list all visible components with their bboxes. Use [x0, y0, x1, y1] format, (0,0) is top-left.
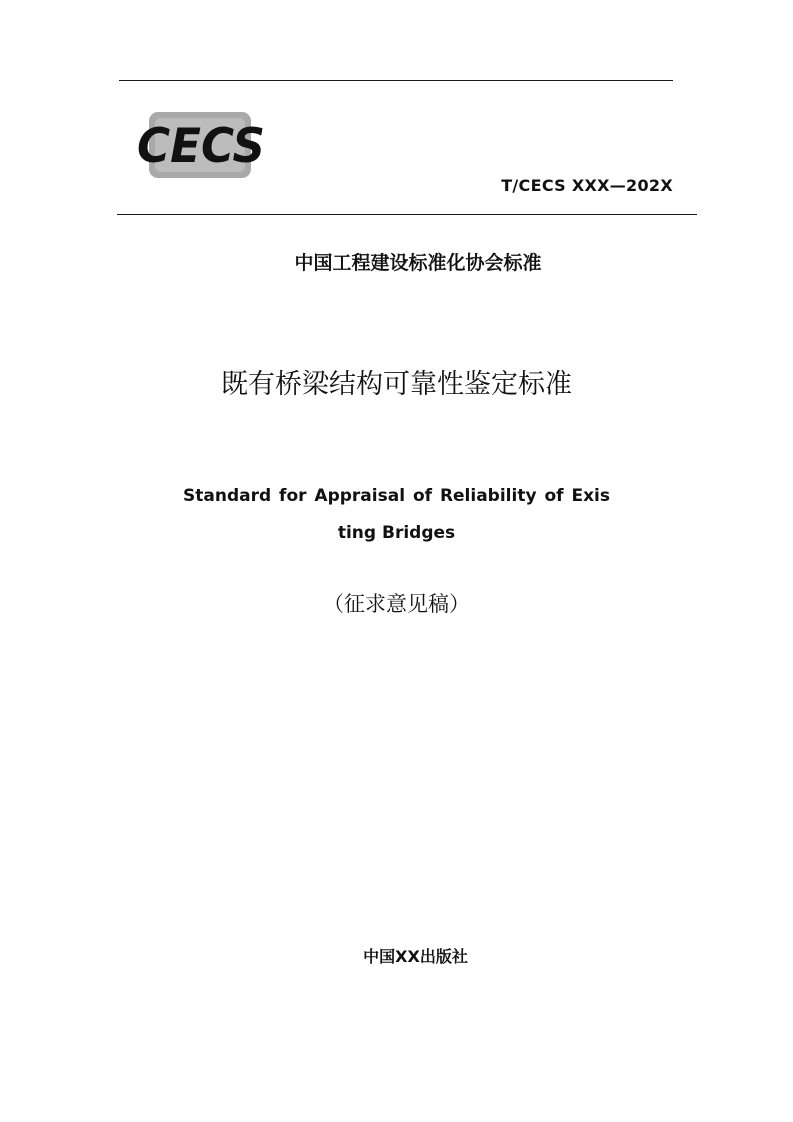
cecs-logo-graphic	[133, 110, 269, 180]
header-bottom-rule	[117, 214, 697, 215]
logo-text: CECS	[137, 119, 265, 174]
title-english-line-2: ting Bridges	[337, 523, 456, 543]
title-chinese: 既有桥梁结构可靠性鉴定标准	[221, 369, 572, 400]
header-top-rule	[119, 80, 673, 81]
title-english-line-1: Standard for Appraisal of Reliability of Exis	[183, 486, 610, 506]
standard-number: T/CECS XXX—202X	[501, 176, 673, 195]
association-name: 中国工程建设标准化协会标准	[294, 252, 542, 274]
publisher-name: 中国XX出版社	[363, 947, 468, 966]
draft-status-label: （征求意见稿）	[323, 592, 470, 616]
cecs-logo	[133, 110, 269, 180]
